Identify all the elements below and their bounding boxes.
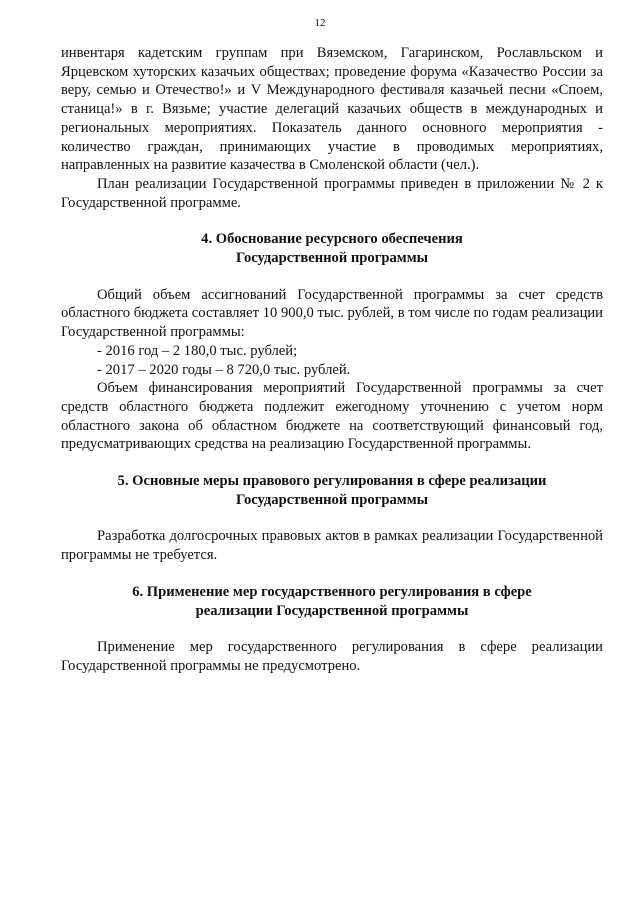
section-6-heading-line-1: 6. Применение мер государственного регулирования в сфере bbox=[132, 583, 532, 600]
section-4-heading-line-2: Государственной программы bbox=[235, 250, 429, 267]
section-4-list-item: - 2016 год – 2 180,0 тыс. рублей; bbox=[97, 342, 298, 359]
section-4-paragraph-2: Объем финансирования мероприятий Государственной программы за счет средств областного бюджета подлежит ежегодному уточнению с учетом норм областного закона об областном бюджете на соответствующий финансовый год, предусматривающих средства на реализацию Государственной программы. bbox=[61, 380, 603, 453]
section-4-paragraph-1: Общий объем ассигнований Государственной программы за счет средств областного бюджета составляет 10 900,0 тыс. рублей, в том числе по годам реализации Государственной программы: bbox=[61, 286, 603, 341]
section-4-heading-line-1: 4. Обоснование ресурсного обеспечения bbox=[201, 231, 463, 248]
section-5-heading bbox=[61, 472, 603, 509]
section-4-list-item: - 2017 – 2020 годы – 8 720,0 тыс. рублей. bbox=[97, 361, 351, 378]
intro-paragraph: инвентаря кадетским группам при Вяземском, Гагаринском, Рославльском и Ярцевском хуторских казачьих обществах; проведение форума «Казачество России за веру, семью и Отечество!» и V Международного фестиваля казачьей песни «Споем, станица!» в г. Вязьме; участие делегаций казачьих обществ в международных и региональных мероприятиях. Показатель данного основного мероприятия - количество граждан, принимающих участие в проводимых мероприятиях, направленных на развитие казачества в Смоленской области (чел.). bbox=[61, 45, 603, 174]
section-5-heading-line-2: Государственной программы bbox=[235, 491, 429, 508]
section-6-paragraph: Применение мер государственного регулирования в сфере реализации Государственной программы не предусмотрено. bbox=[61, 639, 603, 674]
section-6-heading-line-2: реализации Государственной программы bbox=[195, 602, 469, 619]
section-6-heading bbox=[61, 583, 603, 620]
document-body bbox=[61, 44, 603, 676]
section-5-heading-line-1: 5. Основные меры правового регулирования в сфере реализации bbox=[117, 473, 547, 490]
section-5-paragraph: Разработка долгосрочных правовых актов в рамках реализации Государственной программы не требуется. bbox=[61, 528, 603, 564]
section-4-heading bbox=[61, 230, 603, 267]
intro-plan-paragraph: План реализации Государственной программы приведен в приложении № 2 к Государственной программе. bbox=[61, 175, 603, 211]
page-number: 12 bbox=[314, 17, 326, 29]
